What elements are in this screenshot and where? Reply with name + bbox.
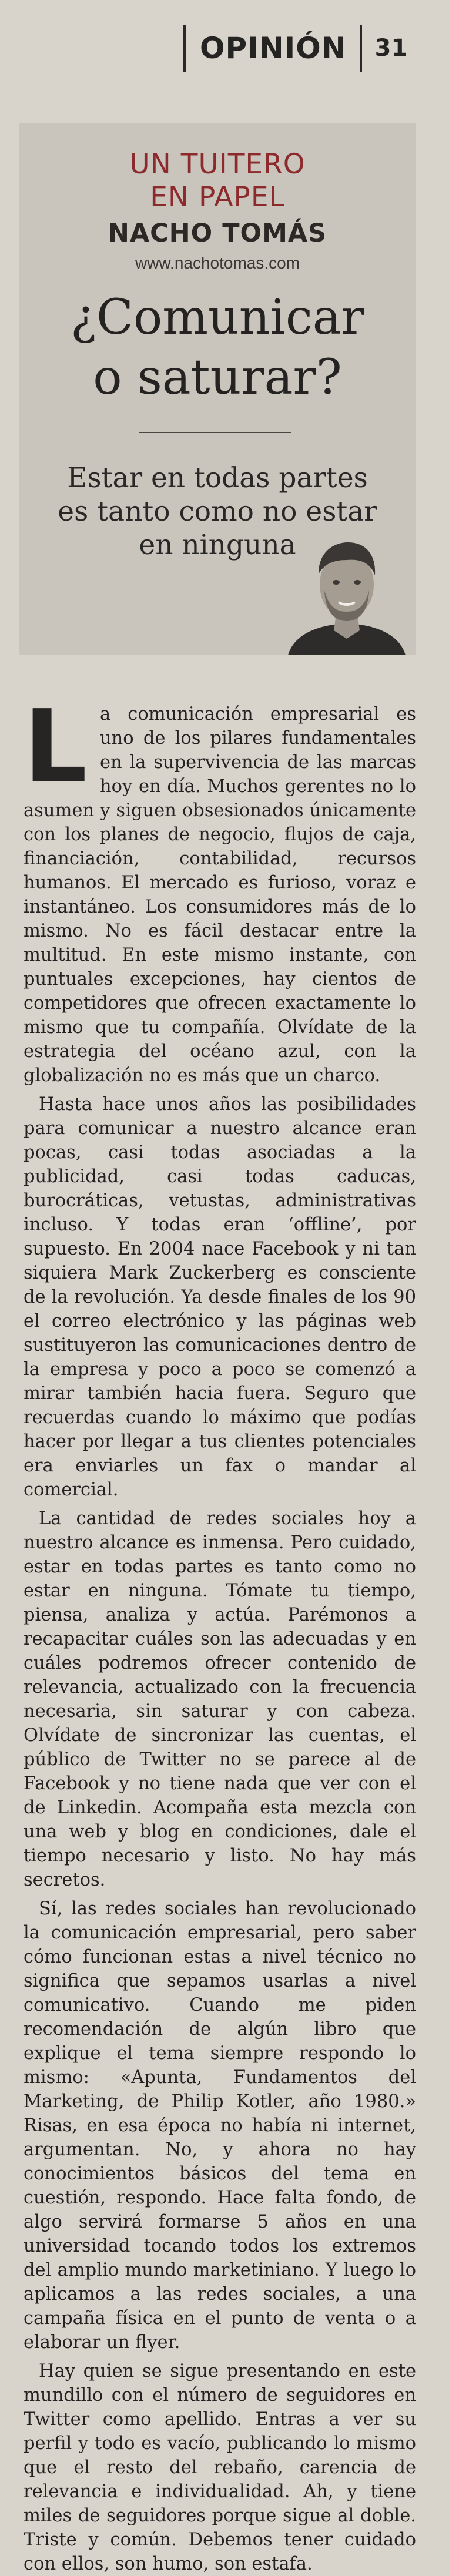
subhead-line-3: en ninguna [139, 529, 296, 561]
paragraph: Hasta hace unos años las posibilidades para comunicar a nuestro alcance eran pocas, casi todas asociadas a la publicidad, casi todas caducas, burocráticas, vetustas, administrativas incluso. Y todas eran ‘offline’, por supuesto. En 2004 nace Facebook y ni tan siquiera Mark Zuckerberg es consciente de la revolución. Ya desde finales de los 90 el correo electrónico y las páginas web sustituyeron las comunicaciones dentro de la empresa y poco a poco se comenzó a mirar también hacia fuera. Seguro que recuerdas cuando lo máximo que podías hacer por llegar a tus clientes potenciales era enviarles un fax o mandar al comercial. [24, 1094, 416, 1500]
headline-line-1: ¿Comunicar [71, 290, 364, 346]
headline [19, 288, 416, 408]
kicker-line-2: EN PAPEL [150, 181, 285, 213]
paragraph-text: a comunicación empresarial es uno de los pilares fundamentales en la supervivencia de las marcas hoy en día. Muchos gerentes no lo asumen y siguen obsesionados únicamente con los planes de negocio, flujos de caja, financiación, contabilidad, recursos humanos. El mercado es furioso, voraz e instantáneo. Los consumidores más de lo mismo. No es fácil destacar entre la multitud. En este mismo instante, con puntuales excepciones, hay cientos de competidores que ofrecen exactamente lo mismo que tu compañía. Olvídate de la estrategia del océano azul, con la globalización no es más que un charco. [24, 704, 416, 1086]
page-number: 31 [374, 35, 408, 62]
author-name: NACHO TOMÁS [108, 219, 327, 248]
headline-rule [139, 432, 291, 433]
page-header [183, 22, 430, 74]
article-body [24, 689, 416, 2574]
author-website: www.nachotomas.com [135, 254, 300, 272]
kicker-line-1: UN TUITERO [129, 148, 306, 180]
paragraph: La cantidad de redes sociales hoy a nuestro alcance es inmensa. Pero cuidado, estar en todas partes es tanto como no estar en ninguna. Tómate tu tiempo, piensa, analiza y actúa. Parémonos a recapacitar cuáles son las adecuadas y en cuáles podremos ofrecer contenido de relevancia, actualizado con la frecuencia necesaria, sin saturar y con cabeza. Olvídate de sincronizar las cuentas, el público de Twitter no se parece al de Facebook y no tiene nada que ver con el de Linkedin. Acompaña esta mezcla con una web y blog en condiciones, dale el tiempo necesario y listo. No hay más secretos. [24, 1508, 416, 1890]
column-kicker [19, 148, 416, 214]
paragraph [24, 689, 416, 1088]
header-divider-right [360, 25, 362, 72]
subhead-line-2: es tanto como no estar [58, 495, 377, 528]
section-title: OPINIÓN [200, 31, 347, 65]
drop-cap: L [24, 689, 88, 805]
paragraph: Hay quien se sigue presentando en este mundillo con el número de seguidores en Twitter como apellido. Entras a ver su perfil y todo es vacío, publicando lo mismo que el resto del rebaño, carencia de relevancia e individualidad. Ah, y tiene miles de seguidores porque sigue al doble. Triste y común. Debemos tener cuidado con ellos, son humo, son estafa. [24, 2361, 416, 2574]
author-portrait [282, 526, 411, 655]
header-divider-left [183, 25, 186, 72]
headline-line-2: o saturar? [93, 350, 342, 405]
paragraph: Sí, las redes sociales han revolucionado la comunicación empresarial, pero saber cómo funcionan estas a nivel técnico no significa que sepamos usarlas a nivel comunicativo. Cuando me piden recomendación de algún libro que explique el tema siempre respondo lo mismo: «Apunta, Fundamentos del Marketing, de Philip Kotler, año 1980.» Risas, en esa época no había ni internet, argumentan. No, y ahora no hay conocimientos básicos del tema en cuestión, respondo. Hace falta fondo, de algo servirá formarse 5 años en una universidad tocando todos los extremos del amplio mundo marketiniano. Y luego lo aplicamos a las redes sociales, a una campaña física en el punto de venta o a elaborar un flyer. [24, 1899, 416, 2353]
subhead-line-1: Estar en todas partes [67, 462, 368, 494]
